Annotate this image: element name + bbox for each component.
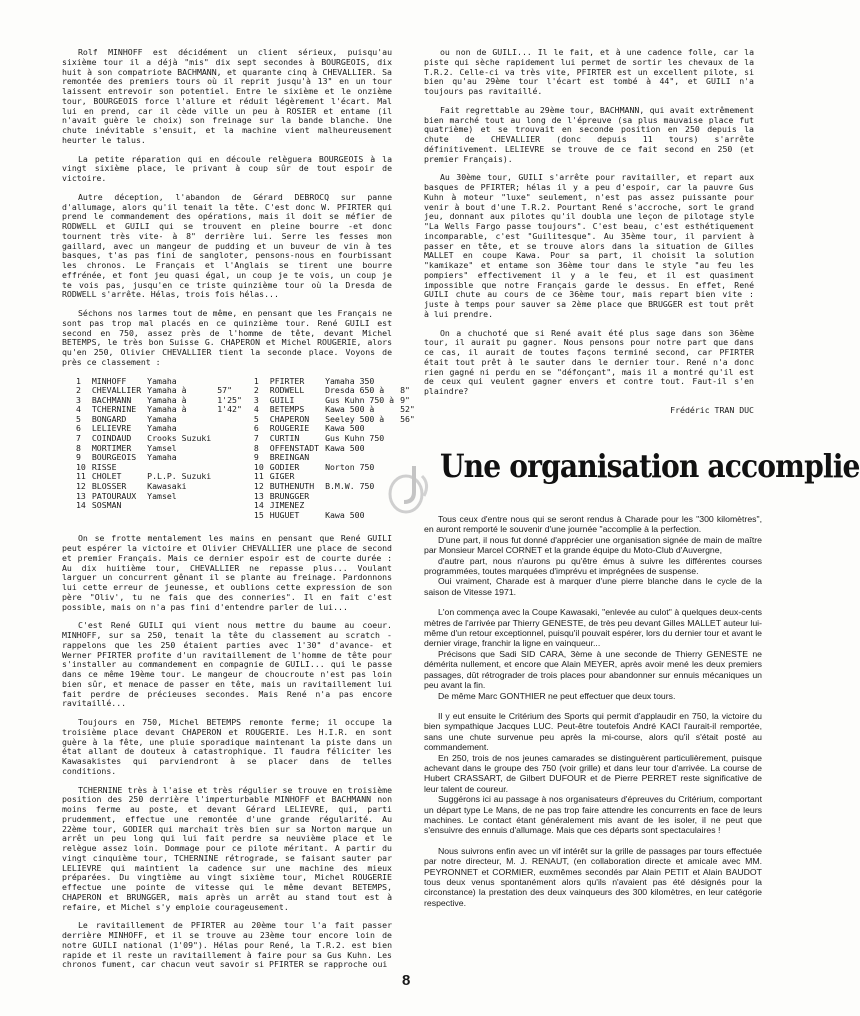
standings-cell: Kawa 500 à: [325, 404, 375, 415]
standings-cell: Yamaha à: [147, 394, 187, 405]
paragraph: Autre déception, l'abandon de Gérard DEBROCQ sur panne d'allumage, alors qu'il tenait la tête. C'est donc W. PFIRTER qui prend le commandement des opérations, mais il doit se méfier de RODWELL et GUILI qui se trouvent en pleine bourre -et donc tournent très vite- à 8" derrière lui. Serre les fesses mon gaillard, avec un mangeur de pudding et un buveur de vin à tes basques, t'as pas fini de sangloter, pensons-nous en fourbissant les chronos. Le Français et l'Anglais se tirent une bourre effrénée, et font jeu quasi égal, un coup je te vois, un coup je te vois pas, jusqu'en ce triste quinzième tour où la Dresda de RODWELL s'arrête. Hélas, trois fois hélas...: [62, 191, 392, 300]
standings-cell: [400, 434, 421, 444]
standings-cell: Kawa 500: [325, 509, 365, 520]
standings-cell: 9": [400, 394, 410, 405]
page-number: 8: [402, 972, 411, 989]
paragraph: Au 30ème tour, GUILI s'arrête pour ravitailler, et repart aux basques de PFIRTER; hélas il y a peu d'espoir, car la pauvre Gus Kuhn à moteur "luxe" seulement, n'est pas assez puissante pour venir à bout d'une T.R.2. Pourtant René s'accroche, sort le grand jeu, donnant aux pilotes qu'il doubla une leçon de pilotage style "La Wells Fargo passe toujours". C'est beau, c'est esthétiquement incomparable, c'est "Guilitesque". Au 35ème tour, il parvient à passer en tête, et se trouve alors dans la situation de Gilles MALLET en coupe Kawa. Pour sa part, il choisit la solution "kamikaze" et entame son 36ème tour dans le style "au feu les pompiers" effectivement il y a le feu, et il est quasiment impossible que notre Français garde le dessus. En effet, René GUILI chute au cours de ce 36ème tour, mais repart bien vite : juste à temps pour sauver sa 2ème place que BRUGGER est tout prêt à lui prendre.: [424, 172, 754, 319]
paragraph: TCHERNINE très à l'aise et très régulier se trouve en troisième position des 250 derrière l'imperturbable MINHOFF et BACHMANN non moins ferme au poste, et devant Gérard LELIEVRE, qui, parti prudemment, effectue une remontée d'une grande régularité. Au 22ème tour, GODIER qui marchait très bien sur sa Norton marque un arrêt un peu long qui lui fait perdre sa neuvième place et le relègue assez loin. Dommage pour ce pilote méritant. A partir du vingt cinquième tour, TCHERNINE rétrograde, se faisant sauter par LELIEVRE qui maintient la cadence sur une machine des mieux préparées. Du vingtième au vingt sixième tour, Michel ROUGERIE effectue une pointe de vitesse qui le même devant BETEMPS, CHAPERON et BRUNGGER, mais après un arrêt au stand tout est à refaire, et Michel s'y emploie courageusement.: [62, 784, 392, 912]
standings-cell: 3: [76, 394, 81, 405]
standings-cell: 12: [253, 481, 264, 492]
paragraph: Il y eut ensuite le Critérium des Sports qui permit d'applaudir en 750, la victoire du bien sympathique Jacques LUC. Peut-être toutefois André KACI l'aurait-il remportée, sans une chute survenue peu après la mi-course, alors qu'il s'était posté au commandement.: [424, 710, 762, 753]
standings-cell: GIGER: [269, 471, 295, 482]
standings-cell: 13: [76, 490, 86, 501]
standings-cell: 5: [253, 413, 259, 424]
standings-cell: Seeley 500 à: [325, 413, 385, 424]
publication-logo-icon: [386, 462, 432, 516]
standings-cell: 1: [76, 375, 81, 386]
standings-cell: 12: [76, 481, 86, 492]
standings-cell: [217, 492, 248, 502]
standings-cell: SOSMAN: [91, 500, 122, 511]
standings-cell: PFIRTER: [269, 375, 305, 386]
standings-cell: 9: [253, 452, 259, 463]
standings-cell: 9: [76, 452, 81, 463]
paragraph: Nous suivrons enfin avec un vif intérêt sur la grille de passages par tours effectuée par notre directeur, M. J. RENAUT, (en collaboration directe et amicale avec MM. PEYRONNET et CORMIER, euxmêmes secondés par Alain PETIT et Alain BAUDOT tous deux venus spontanément alors qu'ils n'avaient pas été désignés pour la circonstance) la prestation des deux vainqueurs des 300 kilomètres, en leur catégorie respective.: [424, 845, 762, 908]
paragraph: D'une part, il nous fut donné d'apprécier une organisation signée de main de maître par Monsieur Marcel CORNET et la grande équipe du Moto-Club d'Auvergne,: [424, 534, 762, 556]
paragraph: Précisons que Sadi SID CARA, 3ème à une seconde de Thierry GENESTE ne démérita nullement, et encore que Alain MEYER, après avoir mené les deux premiers passages, dût rétrograder de trois places pour abandonner sur ennuis mécaniques un peu avant la fin.: [424, 648, 762, 691]
standings-cell: LELIEVRE: [91, 423, 132, 434]
standings-cell: 5: [76, 413, 81, 424]
standings-cell: JIMENEZ: [269, 500, 305, 511]
paragraph: C'est René GUILI qui vient nous mettre du baume au coeur. MINHOFF, sur sa 250, tenait la tête du classement au scratch -rappelons que les 250 étaient parties avec 1'30" d'avance- et Werner PFIRTER profite d'un ravitaillement de l'homme de tête pour s'installer au commandement en compagnie de GUILI... qui le passe dans ce même 19ème tour. Le mangeur de choucroute n'est pas loin bien sûr, et menace de passer en tête, mais un ravitaillement lui fait perdre de précieuses secondes. Mais René n'a pas encore ravitaillé...: [62, 620, 392, 709]
paragraph: Toujours en 750, Michel BETEMPS remonte ferme; il occupe la troisième place devant CHAPERON et ROUGERIE. Les H.I.R. en sont guère à la fête, une pluie sporadique maintenant la piste dans un état allant de douteux à catastrophique. Il faudra féliciter les Kawasakistes qui parviendront à se placer dans de telles conditions.: [62, 717, 392, 776]
standings-cell: 1'25": [217, 394, 242, 405]
standings-cell: [217, 434, 248, 444]
standings-row: [76, 492, 421, 502]
standings-cell: Yamaha: [147, 413, 177, 424]
standings-cell: 4: [76, 404, 81, 415]
standings-cell: COINDAUD: [91, 433, 132, 444]
standings-cell: 15: [253, 509, 264, 520]
standings-cell: Yamaha à: [147, 404, 187, 415]
paragraph: L'on commença avec la Coupe Kawasaki, "enlevée au culot" à quelques deux-cents mètres de l'arrivée par Thierry GENESTE, de très peu devant Gilles MALLET auteur lui-même d'un retour exceptionnel, puisqu'il pouvait espérer, lors du dernier tour et avant le dernier virage, franchir la ligne en vainqueur...: [424, 607, 762, 649]
standings-cell: CHAPERON: [269, 413, 310, 424]
standings-cell: [76, 511, 92, 521]
standings-cell: 10: [253, 461, 264, 472]
standings-cell: PATOURAUX: [91, 490, 137, 501]
standings-cell: P.L.P. Suzuki: [147, 471, 212, 482]
standings-cell: Yamaha: [147, 423, 177, 434]
standings-cell: BREINGAN: [269, 452, 310, 463]
left-column: [62, 47, 415, 979]
paragraph: On se frotte mentalement les mains en pensant que René GUILI peut espérer la victoire et Olivier CHEVALLIER une place de second et premier Français. Mais ce dernier espoir est de courte durée : Au dix huitième tour, CHEVALLIER ne repasse plus... Voulant larguer un concurrent gênant il se plante au freinage. Pardonnons lui cette erreur de jeunesse, et oublions cette expression de son père "Oliv', tu ne fais que des conneries". Il en fait c'est possible, mais on n'a pas fini d'entendre parler de lui...: [62, 533, 392, 612]
standings-cell: Yamaha à: [147, 385, 187, 396]
standings-cell: [217, 444, 248, 454]
standings-cell: 7: [253, 433, 259, 444]
standings-cell: [217, 482, 248, 492]
standings-cell: 6: [76, 423, 81, 434]
standings-cell: [400, 424, 421, 434]
paragraph: Le ravitaillement de PFIRTER au 20ème tour l'a fait passer derrière MINHOFF, et il se trouve au 23ème tour encore loin de notre GUILI national (1'09"). Hélas pour René, la T.R.2. est bien rapide et il reste un ravitaillement à faire pour sa Gus Kuhn. Les chronos fument, car chacun veut savoir si PFIRTER se rapproche oui: [62, 920, 392, 970]
standings-cell: 7: [76, 433, 81, 444]
standings-cell: Norton 750: [325, 461, 375, 472]
standings-cell: 1: [253, 375, 259, 386]
standings-cell: Crooks Suzuki: [147, 433, 212, 444]
standings-cell: BACHMANN: [91, 394, 132, 405]
standings-cell: BONGARD: [91, 413, 127, 424]
standings-cell: GUILI: [269, 394, 295, 405]
standings-row: [76, 463, 421, 473]
standings-cell: 4: [253, 404, 259, 415]
author-signature: Frédéric TRAN DUC: [670, 404, 754, 415]
standings-cell: CHOLET: [91, 471, 122, 482]
paragraph: Rolf MINHOFF est décidément un client sérieux, puisqu'au sixième tour il a déjà "mis" dix sept secondes à BOURGEOIS, dix huit à son compatriote BACHMANN, et quarante cinq à CHEVALLIER. Sa remontée des premiers tours où il reprit jusqu'à 13" en un tour laissent entrevoir son potentiel. Entre le sixième et le onzième tour, BOURGEOIS force l'allure et réduit légèrement l'écart. Mal lui en prend, car il cède ville un peu à ROSIER et entame (il n'avait guère le choix) son freinage sur la bande blanche. Une chute inévitable s'ensuit, et la machine vient malheureusement heurter le talus.: [62, 47, 392, 145]
standings-cell: 56": [400, 413, 415, 424]
standings-cell: [217, 511, 248, 521]
standings-cell: 14: [76, 500, 86, 511]
standings-cell: 3: [253, 394, 259, 405]
standings-cell: [217, 472, 248, 482]
standings-cell: 11: [253, 471, 264, 482]
paragraph: La petite réparation qui en découle relèguera BOURGEOIS à la vingt sixième place, le privant à coup sûr de tout espoir de victoire.: [62, 153, 392, 183]
standings-cell: [217, 424, 248, 434]
standings-cell: [400, 444, 421, 454]
standings-cell: BLOSSER: [91, 481, 127, 492]
standings-cell: [217, 501, 248, 511]
standings-cell: [92, 511, 147, 521]
standings-cell: 10: [76, 461, 86, 472]
standings-cell: Yamaha 350: [325, 375, 375, 386]
standings-cell: 8: [76, 442, 81, 453]
standings-cell: [217, 415, 248, 425]
standings-cell: 57": [217, 385, 233, 396]
standings-cell: 1'42": [217, 404, 242, 415]
standings-cell: BUTHENUTH: [269, 481, 315, 492]
standings-cell: Dresda 650 à: [325, 385, 385, 396]
standings-cell: RISSE: [91, 461, 117, 472]
right-column: [424, 48, 754, 425]
standings-cell: OFFENSTADT: [269, 442, 320, 453]
standings-cell: Gus Kuhn 750 à: [325, 394, 395, 405]
standings-cell: GODIER: [269, 461, 300, 472]
paragraph: Séchons nos larmes tout de même, en pensant que les Français ne sont pas trop mal placés en ce quinzième tour. René GUILI est second en 750, assez près de l'homme de tête, devant Michel BETEMPS, le très bon Suisse G. CHAPERON et Michel ROUGERIE, alors qu'en 250, Olivier CHEVALLIER tient la seconde place. Voyons de près ce classement :: [62, 308, 392, 367]
standings-cell: [217, 453, 248, 463]
standings-cell: 8": [400, 385, 410, 396]
standings-cell: ROUGERIE: [269, 423, 310, 434]
standings-cell: BETEMPS: [269, 404, 305, 415]
paragraph: Oui vraiment, Charade est à marquer d'une pierre blanche dans le cycle de la saison de Vitesse 1971.: [424, 576, 762, 597]
standings-cell: MORTIMER: [91, 442, 132, 453]
standings-cell: [217, 463, 248, 473]
standings-cell: 8: [253, 442, 259, 453]
paragraph: De même Marc GONTHIER ne peut effectuer que deux tours.: [438, 690, 676, 701]
standings-cell: 13: [253, 490, 264, 501]
standings-cell: CURTIN: [269, 433, 300, 444]
standings-cell: 11: [76, 471, 86, 482]
standings-row: [76, 501, 421, 511]
paragraph: Tous ceux d'entre nous qui se seront rendus à Charade pour les "300 kilomètres", en auront remporté le souvenir d'une journée "accomplie à la perfection.: [424, 514, 762, 535]
standings-cell: BRUNGGER: [269, 490, 310, 501]
standings-cell: Kawa 500: [325, 442, 365, 453]
standings-cell: Yamaha: [147, 375, 177, 386]
standings-cell: 2: [253, 385, 259, 396]
article-headline: Une organisation accomplie: [440, 447, 860, 485]
paragraph: Fait regrettable au 29ème tour, BACHMANN, qui avait extrêmement bien marché tout au long de l'épreuve (sa plus mauvaise place fut quatrième) et se trouvait en seconde position en 250 depuis la chute de CHEVALLIER (donc depuis 11 tours) s'arrête définitivement. LELIEVRE se trouve de ce fait second en 250 (et premier Français).: [424, 104, 754, 164]
standings-cell: RODWELL: [269, 385, 305, 396]
paragraph: En 250, trois de nos jeunes camarades se distinguèrent particulièrement, puisque achevant dans le groupe des 750 (voir grille) et dans leur tour d'arrivée. La course de Hubert CRASSART, de Gilbert DUFOUR et de Pierre PERRET reste significative de leur talent de coureur.: [424, 752, 762, 794]
standings-cell: 52": [400, 404, 415, 415]
standings-row: [76, 511, 421, 521]
standings-cell: [147, 501, 217, 511]
standings-cell: Yamsel: [147, 442, 177, 453]
standings-cell: Yamsel: [147, 490, 177, 501]
standings-cell: Kawasaki: [147, 481, 187, 492]
standings-cell: TCHERNINE: [91, 404, 137, 415]
article-body: [424, 514, 762, 918]
paragraph: ou non de GUILI... Il le fait, et à une cadence folle, car la piste qui sèche rapidement lui permet de sortir les chevaux de la T.R.2. Celle-ci va très vite, PFIRTER est un excellent pilote, si bien qu'au 29ème tour l'écart est tombé à 44", et GUILI n'a toujours pas ravitaillé.: [424, 47, 754, 96]
standings-cell: Kawa 500: [325, 423, 365, 434]
standings-cell: 2: [76, 385, 81, 396]
standings-cell: HUGUET: [269, 509, 300, 520]
paragraph: d'autre part, nous n'aurons pu qu'être émus à suivre les différentes courses programmées, toutes marquées d'imprévu et imprégnées de suspense.: [424, 555, 762, 577]
standings-cell: Yamaha: [147, 452, 177, 463]
standings-cell: 6: [253, 423, 259, 434]
standings-cell: Gus Kuhn 750: [325, 433, 385, 444]
standings-cell: CHEVALLIER: [91, 385, 142, 396]
standings-cell: 14: [253, 500, 264, 511]
standings-cell: [147, 511, 217, 521]
paragraph: Suggérons ici au passage à nos organisateurs d'épreuves du Critérium, comportant un départ type Le Mans, de ne pas trop faire attendre les concurrents en face de leurs machines. Le contact étant généralement mis avant de les isoler, il ne peut que s'ensuivre des ennuis d'allumage. Mais que ces départs sont spectaculaires !: [424, 794, 762, 836]
standings-cell: B.M.W. 750: [325, 481, 375, 492]
standings-cell: MINHOFF: [91, 375, 127, 386]
standings-cell: BOURGEOIS: [91, 452, 137, 463]
paragraph: On a chuchoté que si René avait été plus sage dans son 36ème tour, il aurait pu gagner. Nous pensons pour notre part que dans ce cas, il aurait de toutes façons terminé second, car PFIRTER était tout prêt à le sauter dans le dernier tour. René n'a donc rien gagné ni perdu en se "défonçant", mais il a montré qu'il est de ceux qui veulent gagner envers et contre tout. Faut-il s'en plaindre?: [424, 327, 754, 396]
standings-table: [76, 377, 421, 521]
